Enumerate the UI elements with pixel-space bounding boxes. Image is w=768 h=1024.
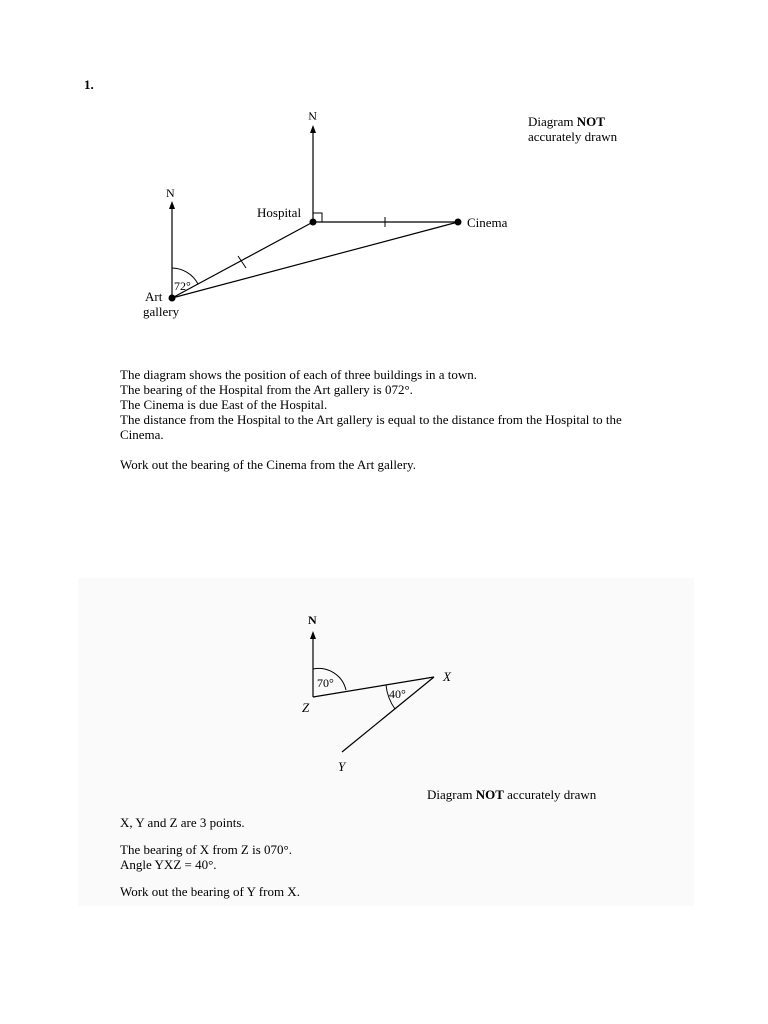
north-label: N bbox=[308, 613, 317, 627]
diagram-note-bold: NOT bbox=[576, 114, 605, 129]
hospital-point bbox=[310, 219, 317, 226]
cinema-point bbox=[455, 219, 462, 226]
art-north-arrow bbox=[169, 201, 175, 209]
diagram-note bbox=[427, 787, 596, 803]
art-cinema-line bbox=[172, 222, 458, 298]
hospital-north-label: N bbox=[308, 109, 317, 123]
q2-question: Work out the bearing of Y from X. bbox=[120, 884, 300, 899]
art-hospital-line bbox=[172, 222, 313, 298]
diagram-note-bold: NOT bbox=[475, 787, 504, 802]
q2-intro: X, Y and Z are 3 points. bbox=[120, 815, 245, 830]
diagram-note-prefix: Diagram bbox=[528, 114, 577, 129]
point-x-label: X bbox=[443, 669, 451, 684]
q2-line2: Angle YXZ = 40°. bbox=[120, 857, 217, 872]
z-north-arrow bbox=[310, 631, 316, 639]
point-z-label: Z bbox=[302, 700, 310, 715]
q1-text-line: The Cinema is due East of the Hospital. bbox=[120, 397, 328, 412]
bearing-diagram-1 bbox=[0, 0, 768, 340]
hospital-label: Hospital bbox=[257, 205, 302, 220]
point-y-label: Y bbox=[338, 759, 346, 774]
q2-line1: The bearing of X from Z is 070°. bbox=[120, 842, 292, 857]
art-north-label: N bbox=[166, 186, 175, 200]
bearing-diagram-2 bbox=[0, 600, 768, 800]
diagram-note-line2: accurately drawn bbox=[528, 129, 618, 144]
angle-label-70: 70° bbox=[317, 676, 334, 690]
q1-text-block bbox=[120, 367, 640, 472]
q1-text-line: The distance from the Hospital to the Art gallery is equal to the distance from the Hospital to the Cinema. bbox=[120, 412, 622, 442]
x-y-line bbox=[342, 677, 434, 752]
q1-question: Work out the bearing of the Cinema from the Art gallery. bbox=[120, 457, 416, 472]
q1-text-line: The bearing of the Hospital from the Art gallery is 072°. bbox=[120, 382, 413, 397]
q2-text-block bbox=[120, 815, 300, 899]
diagram-note-suffix: accurately drawn bbox=[503, 787, 597, 802]
question-number: 1. bbox=[84, 77, 94, 92]
angle-label-72: 72° bbox=[174, 279, 191, 293]
diagram-note-prefix: Diagram bbox=[427, 787, 476, 802]
gallery-label: gallery bbox=[143, 304, 180, 319]
art-gallery-point bbox=[169, 295, 176, 302]
q1-text-line: The diagram shows the position of each of three buildings in a town. bbox=[120, 367, 478, 382]
art-label: Art bbox=[145, 289, 163, 304]
angle-label-40: 40° bbox=[389, 687, 406, 701]
hospital-north-arrow bbox=[310, 125, 316, 133]
cinema-label: Cinema bbox=[467, 215, 508, 230]
